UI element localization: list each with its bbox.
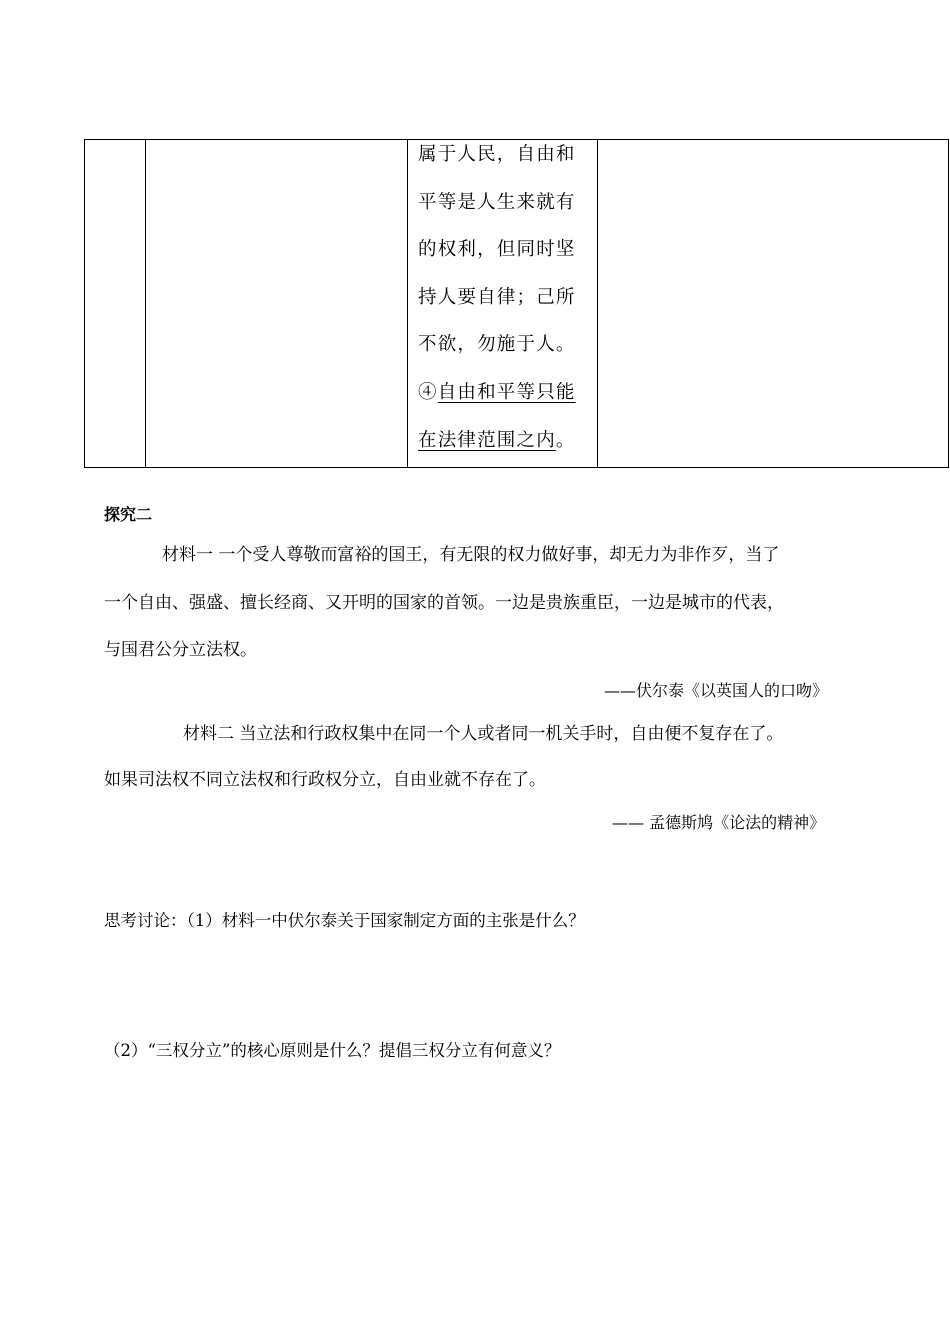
material1-source: ——伏尔泰《以英国人的口吻》	[604, 681, 829, 700]
content-table	[84, 139, 949, 468]
discussion-question-2: （2）“三权分立”的核心原则是什么？提倡三权分立有何意义？	[104, 1041, 561, 1060]
cell-line: 不欲，勿施于人。	[418, 334, 576, 356]
underlined-answer: 在法律范围之内	[418, 429, 556, 451]
material1-line: 材料一 一个受人尊敬而富裕的国王，有无限的权力做好事，却无力为非作歹，当了	[162, 545, 780, 565]
table-column-divider	[407, 140, 408, 467]
cell-line-item4-cont	[418, 426, 590, 474]
material1-line: 与国君公分立法权。	[104, 640, 257, 660]
material2-source: —— 孟德斯鸠《论法的精神》	[612, 813, 826, 832]
sentence-end: 。	[555, 429, 576, 451]
cell-line: 持人要自律；己所	[418, 286, 576, 308]
table-column-divider	[145, 140, 146, 467]
section-heading: 探究二	[104, 505, 153, 524]
cell-line: 的权利，但同时坚	[418, 239, 576, 261]
discussion-question-1: 思考讨论：（1）材料一中伏尔泰关于国家制定方面的主张是什么？	[104, 911, 585, 930]
underlined-answer: 自由和平等只能	[437, 381, 576, 403]
table-cell-text	[418, 140, 590, 473]
cell-line-item4	[418, 378, 590, 426]
material2-line: 如果司法权不同立法权和行政权分立，自由业就不存在了。	[104, 770, 546, 790]
material2-line: 材料二 当立法和行政权集中在同一个人或者同一机关手时，自由便不复存在了。	[183, 724, 784, 744]
cell-line: 属于人民，自由和	[418, 144, 576, 165]
cell-line: 平等是人生来就有	[418, 191, 576, 213]
material1-line: 一个自由、强盛、擅长经商、又开明的国家的首领。一边是贵族重臣，一边是城市的代表，	[104, 593, 784, 613]
item-number-marker: ④	[418, 381, 438, 403]
table-column-divider	[597, 140, 598, 467]
